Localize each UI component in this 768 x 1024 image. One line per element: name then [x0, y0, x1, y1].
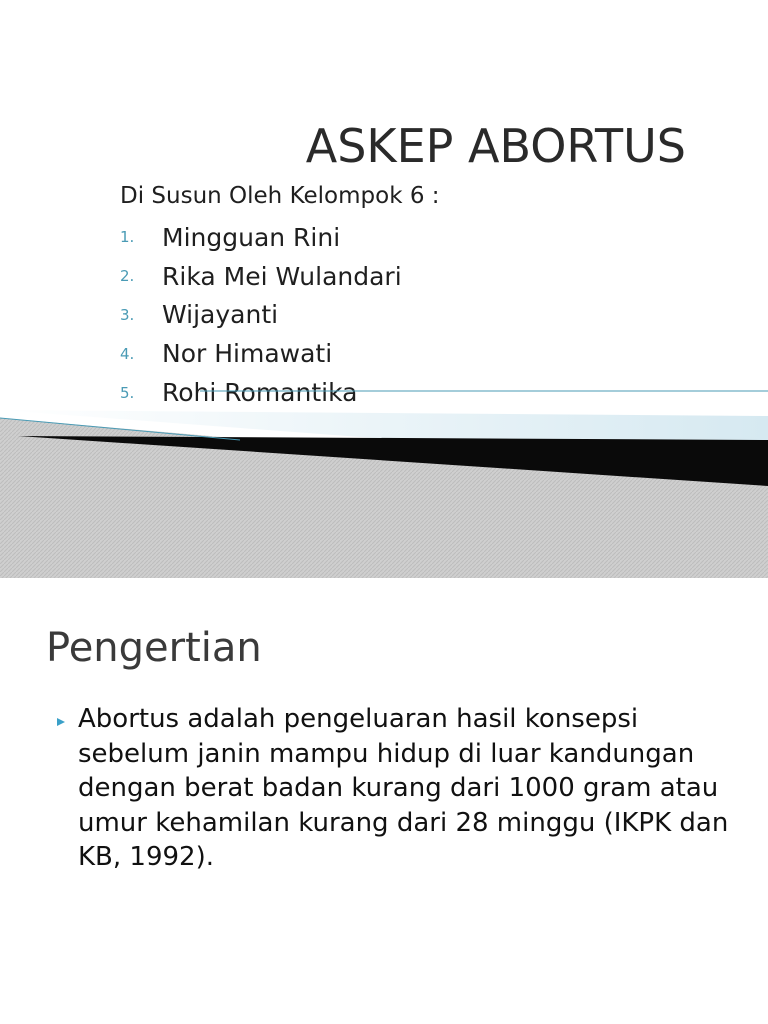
triangle-bullet-icon	[56, 702, 78, 875]
definition-body: adalah pengeluaran hasil konsepsi sebelum janin mampu hidup di luar kandungan dengan berat badan kurang dari 1000 gram atau umur kehamilan kurang dari 28 minggu (IKPK dan KB, 1992)	[78, 704, 729, 872]
member-name: Rika Mei Wulandari	[162, 261, 402, 291]
member-number: 5.	[120, 383, 135, 402]
member-number: 3.	[120, 305, 135, 324]
member-number: 1.	[120, 228, 135, 247]
member-name: Mingguan Rini	[162, 222, 341, 252]
definition-end: .	[205, 842, 214, 872]
decorative-swoosh-band	[0, 380, 768, 578]
group-subtitle: Di Susun Oleh Kelompok 6 :	[120, 183, 440, 209]
member-item	[120, 296, 402, 335]
member-number: 2.	[120, 267, 135, 286]
definition-text	[78, 702, 736, 875]
section-heading: Pengertian	[46, 625, 262, 671]
member-item	[120, 218, 402, 257]
member-item	[120, 334, 402, 373]
member-item	[120, 257, 402, 296]
member-name: Nor Himawati	[162, 339, 333, 369]
bullet-item	[56, 702, 736, 875]
member-number: 4.	[120, 344, 135, 363]
member-name: Rohi Romantika	[162, 378, 358, 408]
slide-definition	[0, 578, 768, 1024]
member-name: Wijayanti	[162, 300, 279, 330]
definition-term: Abortus	[78, 704, 180, 734]
slide-title-heading: ASKEP ABORTUS	[305, 119, 686, 173]
